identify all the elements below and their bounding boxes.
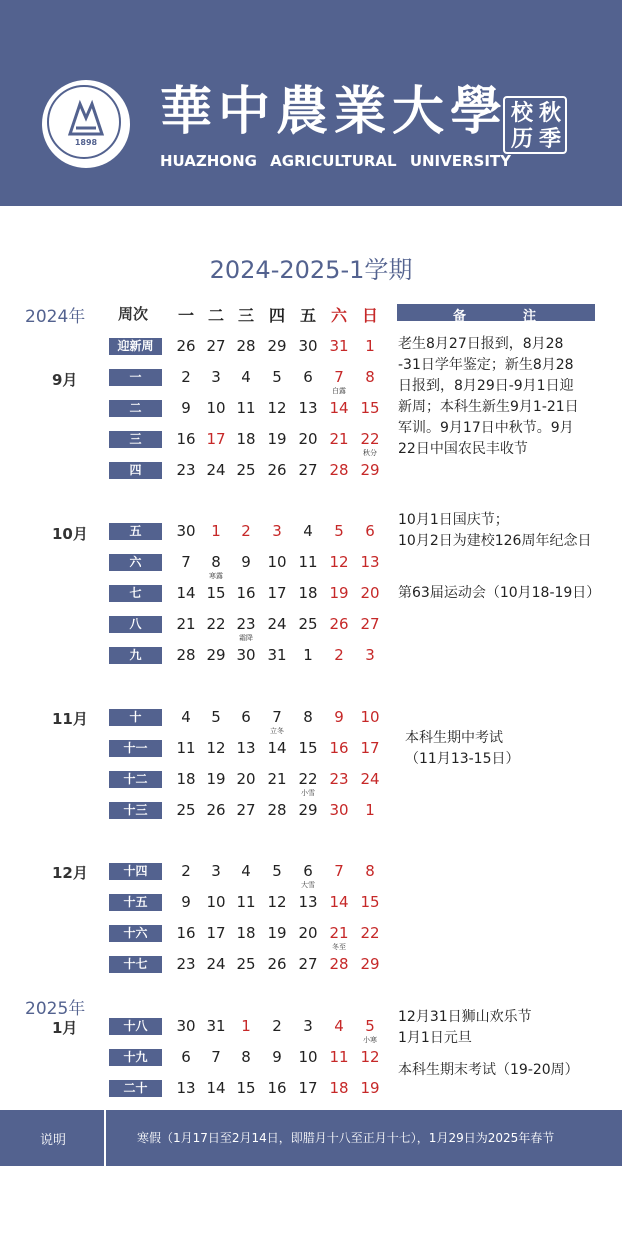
day-cell: 14: [267, 739, 287, 757]
day-cell: 4: [241, 862, 251, 880]
day-cell: 4: [241, 368, 251, 386]
footer-label: 说明: [40, 1133, 67, 1148]
week-label: 十五: [109, 894, 162, 911]
day-cell: 22: [298, 770, 318, 788]
weekday-header: 二: [207, 306, 224, 325]
day-cell: 18: [236, 924, 256, 942]
solar-term-label: 冬至: [332, 943, 346, 951]
day-cell: 6: [365, 522, 375, 540]
term-title: 2024-2025-1学期: [209, 256, 413, 284]
day-cell: 25: [236, 955, 256, 973]
day-cell: 23: [329, 770, 349, 788]
week-column-header: 周次: [118, 305, 149, 323]
week-label: 十三: [109, 802, 162, 819]
day-cell: 10: [206, 399, 226, 417]
day-cell: 8: [303, 708, 313, 726]
weekday-header: 四: [268, 306, 285, 325]
day-cell: 19: [267, 924, 287, 942]
day-cell: 18: [236, 430, 256, 448]
solar-term-label: 寒露: [209, 572, 223, 580]
day-cell: 21: [267, 770, 287, 788]
day-cell: 31: [267, 646, 287, 664]
day-cell: 27: [298, 461, 318, 479]
week-label: 十九: [109, 1049, 162, 1066]
day-cell: 3: [365, 646, 375, 664]
note-line: 12月31日狮山欢乐节: [398, 1009, 532, 1025]
month-label: 9月: [52, 371, 78, 389]
seal-char: 历: [511, 126, 534, 152]
weekday-header: 五: [299, 306, 316, 325]
day-cell: 11: [176, 739, 196, 757]
note-line: 22日中国农民丰收节: [398, 441, 528, 457]
day-cell: 31: [206, 1017, 226, 1035]
day-cell: 2: [272, 1017, 282, 1035]
week-label: 七: [109, 585, 162, 602]
day-cell: 16: [329, 739, 349, 757]
day-cell: 1: [303, 646, 313, 664]
remarks-header: [397, 304, 595, 324]
day-cell: 30: [329, 801, 349, 819]
university-chinese-name: 華中農業大學: [160, 81, 509, 142]
day-cell: 15: [236, 1079, 256, 1097]
day-cell: 11: [236, 893, 256, 911]
day-cell: 2: [334, 646, 344, 664]
note-line: （11月13-15日）: [405, 751, 520, 767]
day-cell: 15: [206, 584, 226, 602]
day-cell: 27: [206, 337, 226, 355]
day-cell: 8: [241, 1048, 251, 1066]
month-label: 10月: [52, 525, 88, 543]
day-cell: 16: [236, 584, 256, 602]
day-cell: 29: [267, 337, 287, 355]
day-cell: 12: [267, 893, 287, 911]
day-cell: 26: [176, 337, 196, 355]
day-cell: 25: [298, 615, 318, 633]
day-cell: 26: [267, 461, 287, 479]
day-cell: 16: [176, 430, 196, 448]
note-line: 1月1日元旦: [398, 1030, 472, 1046]
day-cell: 17: [267, 584, 287, 602]
day-cell: 30: [176, 522, 196, 540]
note-line: 本科生期中考试: [405, 730, 503, 746]
year-label-2025: 2025年: [25, 999, 86, 1019]
logo-emblem-icon: [66, 98, 106, 138]
day-cell: 19: [206, 770, 226, 788]
week-label: 三: [109, 431, 162, 448]
day-cell: 6: [181, 1048, 191, 1066]
solar-term-label: 白露: [332, 387, 346, 395]
solar-term-label: 立冬: [270, 727, 284, 735]
day-cell: 15: [360, 893, 380, 911]
week-label: 一: [109, 369, 162, 386]
university-logo: [42, 80, 130, 168]
day-cell: 17: [298, 1079, 318, 1097]
day-cell: 4: [303, 522, 313, 540]
university-english-name: HUAZHONG AGRICULTURAL UNIVERSITY: [160, 152, 512, 170]
day-cell: 5: [334, 522, 344, 540]
day-cell: 31: [329, 337, 349, 355]
day-cell: 30: [236, 646, 256, 664]
day-cell: 11: [236, 399, 256, 417]
day-cell: 28: [329, 461, 349, 479]
day-cell: 24: [360, 770, 380, 788]
day-cell: 13: [236, 739, 256, 757]
year-label-2024: 2024年: [25, 307, 86, 327]
day-cell: 9: [241, 553, 251, 571]
week-label: 六: [109, 554, 162, 571]
day-cell: 14: [329, 399, 349, 417]
note-line: 第63届运动会（10月18-19日）: [398, 585, 601, 601]
day-cell: 22: [206, 615, 226, 633]
day-cell: 8: [211, 553, 221, 571]
day-cell: 17: [206, 924, 226, 942]
week-label: 八: [109, 616, 162, 633]
note-line: -31日学年鉴定；新生8月28: [398, 357, 574, 373]
day-cell: 9: [181, 893, 191, 911]
day-cell: 4: [181, 708, 191, 726]
day-cell: 13: [298, 893, 318, 911]
day-cell: 25: [236, 461, 256, 479]
solar-term-label: 小寒: [363, 1036, 377, 1044]
day-cell: 3: [211, 368, 221, 386]
day-cell: 19: [267, 430, 287, 448]
day-cell: 7: [181, 553, 191, 571]
day-cell: 11: [329, 1048, 349, 1066]
note-line: 本科生期末考试（19-20周）: [398, 1062, 579, 1078]
day-cell: 6: [241, 708, 251, 726]
day-cell: 15: [360, 399, 380, 417]
day-cell: 22: [360, 430, 380, 448]
weekday-header: 三: [237, 306, 254, 325]
day-cell: 7: [211, 1048, 221, 1066]
day-cell: 28: [236, 337, 256, 355]
day-cell: 24: [267, 615, 287, 633]
day-cell: 27: [298, 955, 318, 973]
day-cell: 23: [176, 955, 196, 973]
note-final-exam: [398, 1060, 579, 1081]
solar-term-label: 大雪: [301, 881, 315, 889]
day-cell: 10: [298, 1048, 318, 1066]
autumn-calendar-seal: [503, 96, 567, 154]
weekday-header: 一: [177, 306, 194, 325]
day-cell: 24: [206, 955, 226, 973]
footer-text: 寒假（1月17日至2月14日，即腊月十八至正月十七），1月29日为2025年春节: [137, 1131, 555, 1145]
day-cell: 13: [360, 553, 380, 571]
week-label: 二十: [109, 1080, 162, 1097]
day-cell: 30: [176, 1017, 196, 1035]
day-cell: 18: [329, 1079, 349, 1097]
week-label: 十七: [109, 956, 162, 973]
month-label: 1月: [52, 1019, 78, 1037]
note-midterm: [405, 728, 520, 770]
day-cell: 7: [272, 708, 282, 726]
day-cell: 21: [329, 430, 349, 448]
week-label: 十八: [109, 1018, 162, 1035]
note-line: 10月1日国庆节；: [398, 512, 509, 528]
day-cell: 25: [176, 801, 196, 819]
day-cell: 26: [206, 801, 226, 819]
day-cell: 23: [236, 615, 256, 633]
day-cell: 1: [365, 801, 375, 819]
week-label: 十一: [109, 740, 162, 757]
week-label: 十二: [109, 771, 162, 788]
note-line: 老生8月27日报到，8月28: [398, 336, 564, 352]
month-label: 11月: [52, 710, 88, 728]
day-cell: 12: [267, 399, 287, 417]
note-line: 军训。9月17日中秋节。9月: [398, 420, 574, 436]
day-cell: 13: [176, 1079, 196, 1097]
note-line: 10月2日为建校126周年纪念日: [398, 533, 592, 549]
day-cell: 22: [360, 924, 380, 942]
day-cell: 18: [298, 584, 318, 602]
day-cell: 6: [303, 368, 313, 386]
note-line: 新周；本科生新生9月1-21日: [398, 399, 579, 415]
logo-year: 1898: [74, 138, 98, 147]
day-cell: 18: [176, 770, 196, 788]
footer-divider: [104, 1110, 106, 1166]
day-cell: 29: [360, 955, 380, 973]
day-cell: 10: [360, 708, 380, 726]
day-cell: 14: [206, 1079, 226, 1097]
day-cell: 13: [298, 399, 318, 417]
seal-char: 季: [539, 126, 562, 152]
day-cell: 9: [334, 708, 344, 726]
remarks-header-char: 备: [453, 309, 467, 324]
day-cell: 28: [176, 646, 196, 664]
day-cell: 7: [334, 862, 344, 880]
day-cell: 3: [272, 522, 282, 540]
month-label: 12月: [52, 864, 88, 882]
weekday-header: 日: [361, 306, 378, 325]
day-cell: 5: [365, 1017, 375, 1035]
week-label: 十六: [109, 925, 162, 942]
day-cell: 1: [365, 337, 375, 355]
solar-term-label: 秋分: [363, 449, 377, 457]
day-cell: 17: [360, 739, 380, 757]
day-cell: 8: [365, 368, 375, 386]
footer-bar: [0, 1110, 622, 1166]
day-cell: 2: [181, 368, 191, 386]
day-cell: 20: [298, 430, 318, 448]
note-line: 日报到，8月29日-9月1日迎: [398, 378, 574, 394]
note-block-october: [398, 510, 591, 552]
day-cell: 21: [176, 615, 196, 633]
day-cell: 3: [211, 862, 221, 880]
day-cell: 20: [360, 584, 380, 602]
day-cell: 14: [176, 584, 196, 602]
remarks-header-char: 注: [523, 309, 537, 324]
day-cell: 28: [329, 955, 349, 973]
note-block-september: [398, 334, 579, 460]
day-cell: 27: [360, 615, 380, 633]
week-label: 五: [109, 523, 162, 540]
seal-char: 秋: [539, 100, 562, 126]
day-cell: 23: [176, 461, 196, 479]
day-cell: 16: [176, 924, 196, 942]
week-label: 迎新周: [109, 338, 162, 355]
day-cell: 6: [303, 862, 313, 880]
day-cell: 30: [298, 337, 318, 355]
day-cell: 15: [298, 739, 318, 757]
week-label: 二: [109, 400, 162, 417]
note-new-year: [398, 1007, 532, 1049]
day-cell: 2: [181, 862, 191, 880]
day-cell: 24: [206, 461, 226, 479]
weekday-header: 六: [330, 306, 347, 325]
day-cell: 12: [329, 553, 349, 571]
day-cell: 5: [272, 368, 282, 386]
day-cell: 10: [267, 553, 287, 571]
day-cell: 26: [267, 955, 287, 973]
day-cell: 19: [360, 1079, 380, 1097]
seal-char: 校: [511, 100, 534, 126]
day-cell: 20: [236, 770, 256, 788]
solar-term-label: 霜降: [239, 634, 253, 642]
day-cell: 28: [267, 801, 287, 819]
day-cell: 10: [206, 893, 226, 911]
day-cell: 16: [267, 1079, 287, 1097]
week-label: 十四: [109, 863, 162, 880]
day-cell: 21: [329, 924, 349, 942]
day-cell: 9: [272, 1048, 282, 1066]
day-cell: 1: [211, 522, 221, 540]
day-cell: 5: [211, 708, 221, 726]
note-sports-meet: [398, 583, 600, 604]
day-cell: 26: [329, 615, 349, 633]
day-cell: 14: [329, 893, 349, 911]
week-label: 十: [109, 709, 162, 726]
day-cell: 3: [303, 1017, 313, 1035]
day-cell: 5: [272, 862, 282, 880]
day-cell: 29: [206, 646, 226, 664]
day-cell: 1: [241, 1017, 251, 1035]
day-cell: 20: [298, 924, 318, 942]
day-cell: 11: [298, 553, 318, 571]
day-cell: 19: [329, 584, 349, 602]
day-cell: 27: [236, 801, 256, 819]
day-cell: 29: [360, 461, 380, 479]
day-cell: 2: [241, 522, 251, 540]
day-cell: 12: [360, 1048, 380, 1066]
day-cell: 29: [298, 801, 318, 819]
day-cell: 12: [206, 739, 226, 757]
day-cell: 4: [334, 1017, 344, 1035]
day-cell: 9: [181, 399, 191, 417]
solar-term-label: 小雪: [301, 789, 315, 797]
week-label: 九: [109, 647, 162, 664]
week-label: 四: [109, 462, 162, 479]
day-cell: 8: [365, 862, 375, 880]
header-banner: [0, 0, 622, 206]
day-cell: 7: [334, 368, 344, 386]
day-cell: 17: [206, 430, 226, 448]
